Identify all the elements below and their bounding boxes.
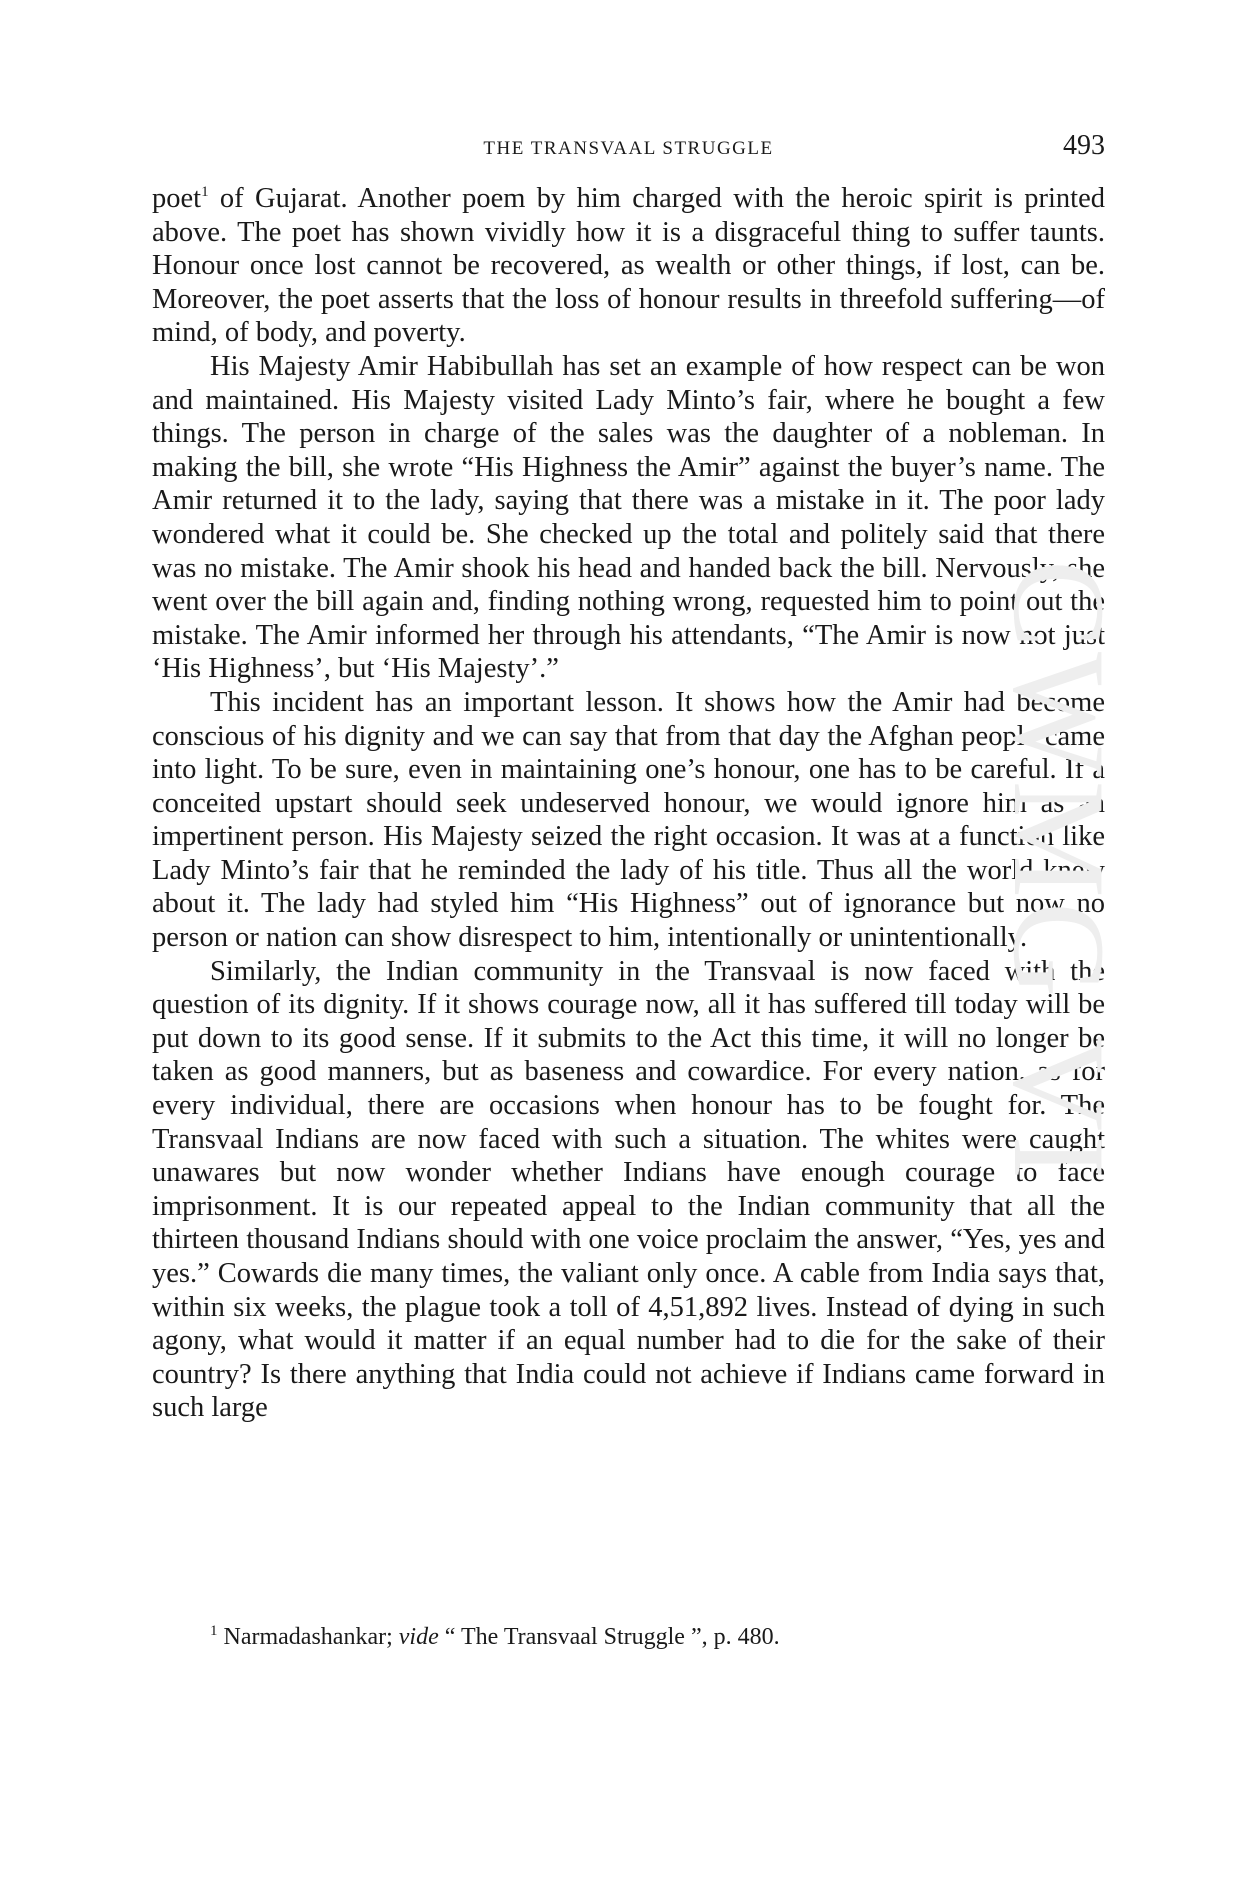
footnote [210, 1622, 1105, 1652]
page-number: 493 [1063, 130, 1105, 161]
footnote-reference: 1 [201, 184, 209, 200]
paragraph-1-rest: of Gujarat. Another poem by him charged with the heroic spirit is printed above. The poet has shown vividly how it is a disgraceful thing to suffer taunts. Honour once lost cannot be recovered, as wealth or other things, if lost, can be. Moreover, the poet asserts that the loss of honour results in threefold suffering—of mind, of body, and poverty. [152, 183, 1105, 349]
paragraph-1 [152, 182, 1105, 350]
running-head: THE TRANSVAAL STRUGGLE [483, 138, 774, 159]
footnote-italic: vide [398, 1624, 439, 1650]
page-header [152, 130, 1105, 170]
body-text [152, 182, 1105, 1425]
paragraph-2: His Majesty Amir Habibullah has set an example of how respect can be won and maintained. His Majesty visited Lady Minto’s fair, where he bought a few things. The person in charge of the sales was the daughter of a nobleman. In making the bill, she wrote “His Highness the Amir” against the buyer’s name. The Amir returned it to the lady, saying that there was a mistake in it. The poor lady wondered what it could be. She checked up the total and politely said that there was no mistake. The Amir shook his head and handed back the bill. Nervously, she went over the bill again and, finding nothing wrong, requested him to point out the mistake. The Amir informed her through his attendants, “The Amir is now not just ‘His Highness’, but ‘His Majesty’.” [152, 350, 1105, 685]
paragraph-1-start: poet [152, 183, 202, 214]
watermark-text: CWMG VI [986, 560, 1133, 1184]
paragraph-3: This incident has an important lesson. It shows how the Amir had become conscious of his dignity and we can say that from that day the Afghan people came into light. To be sure, even in maintaining one’s honour, one has to be careful. If a conceited upstart should seek undeserved honour, we would ignore him as an impertinent person. His Majesty seized the right occasion. It was at a function like Lady Minto’s fair that he reminded the lady of his title. Thus all the world knew about it. The lady had styled him “His Highness” out of ignorance but now no person or nation can show disrespect to him, intentionally or unintentionally. [152, 686, 1105, 954]
footnote-text-start: Narmadashankar; [217, 1624, 399, 1650]
footnote-text-end: “ The Transvaal Struggle ”, p. 480. [438, 1624, 780, 1650]
paragraph-4: Similarly, the Indian community in the Transvaal is now faced with the question of its dignity. If it shows courage now, all it has suffered till today will be put down to its good sense. If it submits to the Act this time, it will no longer be taken as good manners, but as baseness and cowardice. For every nation, as for every individual, there are occasions when honour has to be fought for. The Transvaal Indians are now faced with such a situation. The whites were caught unawares but now wonder whether Indians have enough courage to face imprisonment. It is our repeated appeal to the Indian community that all the thirteen thousand Indians should with one voice proclaim the answer, “Yes, yes and yes.” Cowards die many times, the valiant only once. A cable from India says that, within six weeks, the plague took a toll of 4,51,892 lives. Instead of dying in such agony, what would it matter if an equal number had to die for the sake of their country? Is there anything that India could not achieve if Indians came forward in such large [152, 955, 1105, 1424]
footnote-marker: 1 [210, 1623, 218, 1639]
watermark [986, 560, 1238, 1340]
